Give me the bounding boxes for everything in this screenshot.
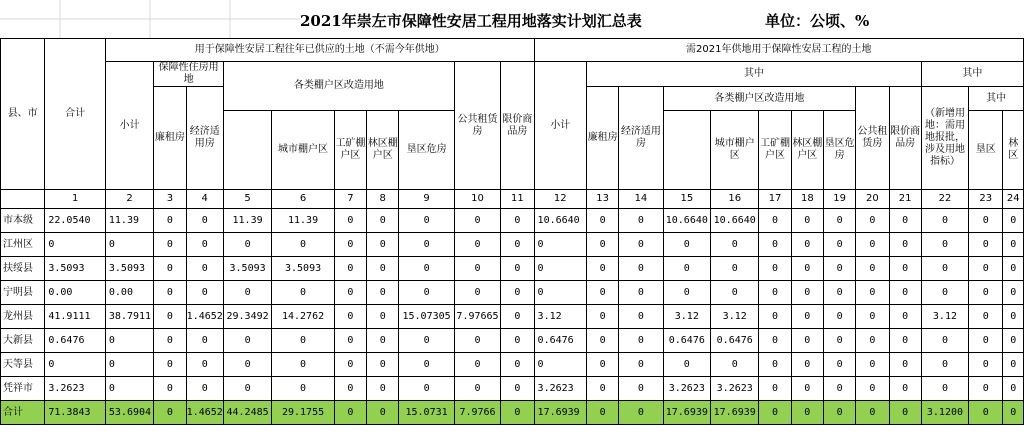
value-cell[interactable]: 3.1200 xyxy=(921,401,968,425)
value-cell[interactable]: 0 xyxy=(334,353,366,377)
value-cell[interactable]: 0 xyxy=(889,257,921,281)
header-public-rent-a: 公共租赁房 xyxy=(454,62,500,190)
column-number: 7 xyxy=(334,190,366,209)
value-cell[interactable]: 0 xyxy=(1003,305,1024,329)
column-number-row xyxy=(1,190,1024,209)
column-number: 20 xyxy=(856,190,889,209)
header-reclaim-shanty-a: 垦区危房 xyxy=(399,111,454,190)
value-cell[interactable]: 0 xyxy=(619,257,663,281)
column-number: 2 xyxy=(105,190,153,209)
value-cell[interactable]: 0 xyxy=(399,377,454,401)
value-cell[interactable]: 17.6939 xyxy=(663,401,710,425)
value-cell[interactable]: 0.00 xyxy=(45,281,106,305)
value-cell[interactable]: 0 xyxy=(334,209,366,233)
value-cell[interactable]: 0 xyxy=(586,257,618,281)
value-cell[interactable]: 10.6640 xyxy=(663,209,710,233)
value-cell[interactable]: 0 xyxy=(969,305,1003,329)
column-number: 1 xyxy=(45,190,106,209)
value-cell[interactable]: 3.12 xyxy=(711,305,759,329)
header-forest-shanty-b: 林区棚户区 xyxy=(791,111,823,190)
value-cell[interactable]: 0 xyxy=(759,377,791,401)
summary-table xyxy=(0,38,1024,425)
value-cell[interactable]: 0.6476 xyxy=(663,329,710,353)
column-number: 12 xyxy=(534,190,586,209)
value-cell[interactable]: 0 xyxy=(586,281,618,305)
value-cell[interactable]: 0 xyxy=(619,401,663,425)
header-forest-shanty-a: 林区棚户区 xyxy=(367,111,399,190)
value-cell[interactable]: 0 xyxy=(186,281,223,305)
column-number: 21 xyxy=(889,190,921,209)
table-row xyxy=(1,233,1024,257)
value-cell[interactable]: 3.5093 xyxy=(223,257,271,281)
value-cell[interactable]: 3.2623 xyxy=(534,377,586,401)
value-cell[interactable]: 0 xyxy=(759,281,791,305)
value-cell[interactable]: 0 xyxy=(367,305,399,329)
column-number: 9 xyxy=(399,190,454,209)
value-cell[interactable]: 0 xyxy=(889,233,921,257)
header-public-rent-b: 公共租赁房 xyxy=(856,87,889,190)
value-cell[interactable]: 0 xyxy=(586,401,618,425)
column-number: 17 xyxy=(759,190,791,209)
value-cell[interactable]: 0 xyxy=(534,353,586,377)
value-cell[interactable]: 0 xyxy=(1003,209,1024,233)
header-mining-shanty-a: 工矿棚户区 xyxy=(334,111,366,190)
header-among-b: 其中 xyxy=(586,62,921,87)
value-cell[interactable]: 0 xyxy=(454,281,500,305)
value-cell[interactable]: 0 xyxy=(791,305,823,329)
value-cell[interactable]: 0 xyxy=(856,281,889,305)
value-cell[interactable]: 0 xyxy=(272,281,335,305)
value-cell[interactable]: 0 xyxy=(105,233,153,257)
value-cell[interactable]: 0 xyxy=(759,257,791,281)
value-cell[interactable]: 0 xyxy=(791,353,823,377)
value-cell[interactable]: 0 xyxy=(105,329,153,353)
value-cell[interactable]: 3.5093 xyxy=(45,257,106,281)
value-cell[interactable]: 0 xyxy=(619,353,663,377)
value-cell[interactable]: 0 xyxy=(711,281,759,305)
value-cell[interactable]: 0 xyxy=(223,281,271,305)
table-row xyxy=(1,353,1024,377)
county-cell[interactable]: 合计 xyxy=(1,401,45,425)
value-cell[interactable]: 0 xyxy=(759,353,791,377)
value-cell[interactable]: 0 xyxy=(45,353,106,377)
value-cell[interactable]: 0 xyxy=(856,329,889,353)
value-cell[interactable]: 0 xyxy=(45,233,106,257)
value-cell[interactable]: 0 xyxy=(711,233,759,257)
value-cell[interactable]: 0 xyxy=(663,281,710,305)
value-cell[interactable]: 0 xyxy=(921,329,968,353)
value-cell[interactable]: 0 xyxy=(501,401,534,425)
value-cell[interactable]: 0 xyxy=(619,209,663,233)
header-group-2021: 需2021年供地用于保障性安居工程的土地 xyxy=(534,39,1023,62)
value-cell[interactable]: 0 xyxy=(454,209,500,233)
table-row xyxy=(1,329,1024,353)
header-group-previous: 用于保障性安居工程往年已供应的土地（不需今年供地） xyxy=(105,39,534,62)
value-cell[interactable]: 0 xyxy=(969,233,1003,257)
value-cell[interactable]: 3.5093 xyxy=(272,257,335,281)
header-blank-a xyxy=(223,111,271,190)
column-number: 16 xyxy=(711,190,759,209)
value-cell[interactable]: 0 xyxy=(272,233,335,257)
value-cell[interactable]: 3.12 xyxy=(663,305,710,329)
header-reclaim-shanty-b: 垦区危房 xyxy=(823,111,855,190)
value-cell[interactable]: 0 xyxy=(586,377,618,401)
value-cell[interactable]: 0 xyxy=(186,209,223,233)
header-lianzu-b: 廉租房 xyxy=(586,87,618,190)
county-cell[interactable]: 龙州县 xyxy=(1,305,45,329)
value-cell[interactable]: 0 xyxy=(969,401,1003,425)
value-cell[interactable]: 3.2623 xyxy=(45,377,106,401)
value-cell[interactable]: 0 xyxy=(586,329,618,353)
header-jingji-a: 经济适用房 xyxy=(186,87,223,190)
value-cell[interactable]: 0 xyxy=(663,233,710,257)
value-cell[interactable]: 0 xyxy=(791,329,823,353)
value-cell[interactable]: 0 xyxy=(791,377,823,401)
column-number: 3 xyxy=(154,190,186,209)
value-cell[interactable]: 11.39 xyxy=(105,209,153,233)
value-cell[interactable]: 29.1755 xyxy=(272,401,335,425)
value-cell[interactable]: 0 xyxy=(619,377,663,401)
column-number: 19 xyxy=(823,190,855,209)
value-cell[interactable]: 53.6904 xyxy=(105,401,153,425)
value-cell[interactable]: 0 xyxy=(791,281,823,305)
value-cell[interactable]: 0 xyxy=(399,233,454,257)
value-cell[interactable]: 0 xyxy=(856,377,889,401)
county-cell[interactable]: 天等县 xyxy=(1,353,45,377)
value-cell[interactable]: 0 xyxy=(367,233,399,257)
value-cell[interactable]: 0 xyxy=(1003,401,1024,425)
value-cell[interactable]: 0 xyxy=(759,305,791,329)
value-cell[interactable]: 0 xyxy=(367,353,399,377)
value-cell[interactable]: 17.6939 xyxy=(711,401,759,425)
value-cell[interactable]: 7.97665 xyxy=(454,305,500,329)
value-cell[interactable]: 0 xyxy=(921,257,968,281)
value-cell[interactable]: 0 xyxy=(334,281,366,305)
value-cell[interactable]: 22.0540 xyxy=(45,209,106,233)
value-cell[interactable]: 0 xyxy=(759,209,791,233)
value-cell[interactable]: 0 xyxy=(367,209,399,233)
value-cell[interactable]: 0 xyxy=(619,233,663,257)
value-cell[interactable]: 0 xyxy=(105,377,153,401)
value-cell[interactable]: 29.3492 xyxy=(223,305,271,329)
value-cell[interactable]: 0 xyxy=(969,209,1003,233)
county-cell[interactable]: 凭祥市 xyxy=(1,377,45,401)
value-cell[interactable]: 0 xyxy=(619,329,663,353)
value-cell[interactable]: 0 xyxy=(856,353,889,377)
value-cell[interactable]: 0 xyxy=(921,209,968,233)
header-jingji-b: 经济适用房 xyxy=(619,87,663,190)
value-cell[interactable]: 0 xyxy=(154,401,186,425)
value-cell[interactable]: 0 xyxy=(711,257,759,281)
column-number: 22 xyxy=(921,190,968,209)
value-cell[interactable]: 0 xyxy=(501,281,534,305)
value-cell[interactable]: 0 xyxy=(823,329,855,353)
value-cell[interactable]: 0 xyxy=(889,377,921,401)
value-cell[interactable]: 0 xyxy=(272,329,335,353)
value-cell[interactable]: 3.5093 xyxy=(105,257,153,281)
value-cell[interactable]: 3.2623 xyxy=(711,377,759,401)
header-limit-price-a: 限价商品房 xyxy=(501,62,534,190)
value-cell[interactable]: 3.12 xyxy=(534,305,586,329)
header-among-c: 其中 xyxy=(921,62,1023,87)
value-cell[interactable]: 0.6476 xyxy=(45,329,106,353)
value-cell[interactable]: 0 xyxy=(969,377,1003,401)
header-housing-a: 保障性住房用地 xyxy=(154,62,224,87)
county-cell[interactable]: 大新县 xyxy=(1,329,45,353)
value-cell[interactable]: 0 xyxy=(105,353,153,377)
county-cell[interactable]: 宁明县 xyxy=(1,281,45,305)
value-cell[interactable]: 0 xyxy=(367,329,399,353)
value-cell[interactable]: 15.0731 xyxy=(399,401,454,425)
value-cell[interactable]: 10.6640 xyxy=(534,209,586,233)
header-subtotal-b: 小计 xyxy=(534,62,586,190)
value-cell[interactable]: 0 xyxy=(334,401,366,425)
value-cell[interactable]: 0 xyxy=(223,377,271,401)
value-cell[interactable]: 7.9766 xyxy=(454,401,500,425)
value-cell[interactable]: 0 xyxy=(454,257,500,281)
value-cell[interactable]: 0 xyxy=(856,401,889,425)
value-cell[interactable]: 0 xyxy=(823,257,855,281)
value-cell[interactable]: 0 xyxy=(663,257,710,281)
value-cell[interactable]: 14.2762 xyxy=(272,305,335,329)
value-cell[interactable]: 0 xyxy=(154,257,186,281)
table-row xyxy=(1,257,1024,281)
value-cell[interactable]: 0 xyxy=(399,209,454,233)
value-cell[interactable]: 41.9111 xyxy=(45,305,106,329)
value-cell[interactable]: 0 xyxy=(586,233,618,257)
value-cell[interactable]: 0 xyxy=(367,257,399,281)
value-cell[interactable]: 10.6640 xyxy=(711,209,759,233)
value-cell[interactable]: 0 xyxy=(889,353,921,377)
value-cell[interactable]: 0 xyxy=(856,209,889,233)
value-cell[interactable]: 0 xyxy=(534,233,586,257)
value-cell[interactable]: 0 xyxy=(223,353,271,377)
column-number: 14 xyxy=(619,190,663,209)
header-forest: 林区 xyxy=(1003,111,1024,190)
value-cell[interactable]: 0 xyxy=(454,377,500,401)
value-cell[interactable]: 0 xyxy=(823,305,855,329)
value-cell[interactable]: 0 xyxy=(791,233,823,257)
value-cell[interactable]: 1.4652 xyxy=(186,305,223,329)
value-cell[interactable]: 0 xyxy=(889,305,921,329)
value-cell[interactable]: 0 xyxy=(154,209,186,233)
value-cell[interactable]: 0 xyxy=(186,377,223,401)
value-cell[interactable]: 0 xyxy=(501,329,534,353)
header-lianzu-a: 廉租房 xyxy=(154,87,186,190)
value-cell[interactable]: 0 xyxy=(791,257,823,281)
value-cell[interactable]: 0 xyxy=(969,353,1003,377)
column-number: 13 xyxy=(586,190,618,209)
value-cell[interactable]: 0 xyxy=(154,281,186,305)
header-total: 合计 xyxy=(45,39,106,190)
value-cell[interactable]: 0 xyxy=(223,329,271,353)
value-cell[interactable]: 0 xyxy=(154,329,186,353)
value-cell[interactable]: 0 xyxy=(186,257,223,281)
value-cell[interactable]: 0 xyxy=(334,305,366,329)
value-cell[interactable]: 0 xyxy=(889,209,921,233)
value-cell[interactable]: 0 xyxy=(921,353,968,377)
column-number: 8 xyxy=(367,190,399,209)
value-cell[interactable]: 0 xyxy=(823,401,855,425)
value-cell[interactable]: 0 xyxy=(921,377,968,401)
value-cell[interactable]: 0 xyxy=(586,353,618,377)
header-reclaim: 垦区 xyxy=(969,111,1003,190)
value-cell[interactable]: 0 xyxy=(367,377,399,401)
value-cell[interactable]: 0 xyxy=(791,209,823,233)
total-row xyxy=(1,401,1024,425)
sheet-title: 2021年崇左市保障性安居工程用地落实计划汇总表 xyxy=(300,12,642,30)
header-city-shanty-a: 城市棚户区 xyxy=(272,111,335,190)
value-cell[interactable]: 0 xyxy=(823,233,855,257)
value-cell[interactable]: 0 xyxy=(186,353,223,377)
value-cell[interactable]: 0 xyxy=(1003,353,1024,377)
value-cell[interactable]: 0 xyxy=(223,233,271,257)
header-blank-b xyxy=(663,111,710,190)
value-cell[interactable]: 0.00 xyxy=(105,281,153,305)
value-cell[interactable]: 15.07305 xyxy=(399,305,454,329)
county-cell[interactable]: 市本级 xyxy=(1,209,45,233)
table-row xyxy=(1,281,1024,305)
value-cell[interactable]: 0 xyxy=(823,353,855,377)
header-shanty-a: 各类棚户区改造用地 xyxy=(223,62,454,111)
county-cell[interactable]: 江州区 xyxy=(1,233,45,257)
value-cell[interactable]: 0 xyxy=(823,377,855,401)
value-cell[interactable]: 0 xyxy=(501,209,534,233)
value-cell[interactable]: 0 xyxy=(399,257,454,281)
value-cell[interactable]: 1.4652 xyxy=(186,401,223,425)
value-cell[interactable]: 0 xyxy=(501,233,534,257)
value-cell[interactable]: 0 xyxy=(334,377,366,401)
value-cell[interactable]: 0 xyxy=(791,401,823,425)
county-cell[interactable]: 扶绥县 xyxy=(1,257,45,281)
value-cell[interactable]: 0 xyxy=(823,209,855,233)
value-cell[interactable]: 0 xyxy=(619,305,663,329)
value-cell[interactable]: 17.6939 xyxy=(534,401,586,425)
column-number: 18 xyxy=(791,190,823,209)
value-cell[interactable]: 38.7911 xyxy=(105,305,153,329)
value-cell[interactable]: 0 xyxy=(759,329,791,353)
value-cell[interactable]: 0 xyxy=(586,305,618,329)
value-cell[interactable]: 0 xyxy=(154,305,186,329)
value-cell[interactable]: 0 xyxy=(501,257,534,281)
value-cell[interactable]: 11.39 xyxy=(272,209,335,233)
value-cell[interactable]: 0 xyxy=(823,281,855,305)
value-cell[interactable]: 0 xyxy=(454,353,500,377)
column-number: 23 xyxy=(969,190,1003,209)
value-cell[interactable]: 0 xyxy=(534,281,586,305)
value-cell[interactable]: 3.2623 xyxy=(663,377,710,401)
value-cell[interactable]: 0 xyxy=(367,281,399,305)
header-new-land: （新增用地：需用地报批，涉及用地指标） xyxy=(921,87,968,190)
value-cell[interactable]: 0 xyxy=(856,233,889,257)
value-cell[interactable]: 0 xyxy=(501,305,534,329)
value-cell[interactable]: 0 xyxy=(759,401,791,425)
value-cell[interactable]: 0 xyxy=(154,353,186,377)
column-number: 5 xyxy=(223,190,271,209)
column-number: 6 xyxy=(272,190,335,209)
value-cell[interactable]: 0 xyxy=(663,353,710,377)
value-cell[interactable]: 0 xyxy=(889,281,921,305)
value-cell[interactable]: 0 xyxy=(856,257,889,281)
value-cell[interactable]: 0 xyxy=(399,281,454,305)
value-cell[interactable]: 0 xyxy=(501,353,534,377)
header-mining-shanty-b: 工矿棚户区 xyxy=(759,111,791,190)
value-cell[interactable]: 0 xyxy=(1003,257,1024,281)
header-shanty-b: 各类棚户区改造用地 xyxy=(663,87,856,111)
value-cell[interactable]: 0.6476 xyxy=(711,329,759,353)
value-cell[interactable]: 0 xyxy=(534,257,586,281)
value-cell[interactable]: 0 xyxy=(619,281,663,305)
value-cell[interactable]: 0 xyxy=(921,233,968,257)
header-among-d: 其中 xyxy=(969,87,1024,111)
unit-label: 单位：公顷、% xyxy=(765,12,870,30)
value-cell[interactable]: 0 xyxy=(1003,329,1024,353)
table-row xyxy=(1,209,1024,233)
value-cell[interactable]: 3.12 xyxy=(921,305,968,329)
value-cell[interactable]: 0.6476 xyxy=(534,329,586,353)
table-row xyxy=(1,305,1024,329)
header-limit-price-b: 限价商品房 xyxy=(889,87,921,190)
column-number: 11 xyxy=(501,190,534,209)
value-cell[interactable]: 0 xyxy=(889,329,921,353)
value-cell[interactable]: 0 xyxy=(367,401,399,425)
value-cell[interactable]: 0 xyxy=(1003,233,1024,257)
value-cell[interactable]: 0 xyxy=(399,353,454,377)
value-cell[interactable]: 0 xyxy=(334,329,366,353)
value-cell[interactable]: 0 xyxy=(759,233,791,257)
title-row xyxy=(0,0,1024,39)
header-subtotal-a: 小计 xyxy=(105,62,153,190)
value-cell[interactable]: 0 xyxy=(1003,281,1024,305)
value-cell[interactable]: 0 xyxy=(969,257,1003,281)
value-cell[interactable]: 0 xyxy=(969,329,1003,353)
value-cell[interactable]: 0 xyxy=(186,329,223,353)
value-cell[interactable]: 0 xyxy=(1003,377,1024,401)
value-cell[interactable]: 0 xyxy=(454,233,500,257)
header-county: 县、市 xyxy=(1,39,45,190)
value-cell[interactable]: 0 xyxy=(154,377,186,401)
column-number: 15 xyxy=(663,190,710,209)
value-cell[interactable]: 11.39 xyxy=(223,209,271,233)
header-city-shanty-b: 城市棚户区 xyxy=(711,111,759,190)
value-cell[interactable]: 0 xyxy=(969,281,1003,305)
value-cell[interactable]: 44.2485 xyxy=(223,401,271,425)
value-cell[interactable]: 0 xyxy=(334,257,366,281)
value-cell[interactable]: 0 xyxy=(856,305,889,329)
value-cell[interactable]: 0 xyxy=(889,401,921,425)
column-number: 4 xyxy=(186,190,223,209)
column-number-blank xyxy=(1,190,45,209)
table-row xyxy=(1,377,1024,401)
column-number: 10 xyxy=(454,190,500,209)
value-cell[interactable]: 0 xyxy=(272,353,335,377)
value-cell[interactable]: 0 xyxy=(586,209,618,233)
value-cell[interactable]: 0 xyxy=(186,233,223,257)
value-cell[interactable]: 0 xyxy=(711,353,759,377)
value-cell[interactable]: 0 xyxy=(501,377,534,401)
value-cell[interactable]: 0 xyxy=(334,233,366,257)
value-cell[interactable]: 0 xyxy=(154,233,186,257)
value-cell[interactable]: 71.3843 xyxy=(45,401,106,425)
value-cell[interactable]: 0 xyxy=(921,281,968,305)
value-cell[interactable]: 0 xyxy=(272,377,335,401)
value-cell[interactable]: 0 xyxy=(399,329,454,353)
value-cell[interactable]: 0 xyxy=(454,329,500,353)
column-number: 24 xyxy=(1003,190,1024,209)
